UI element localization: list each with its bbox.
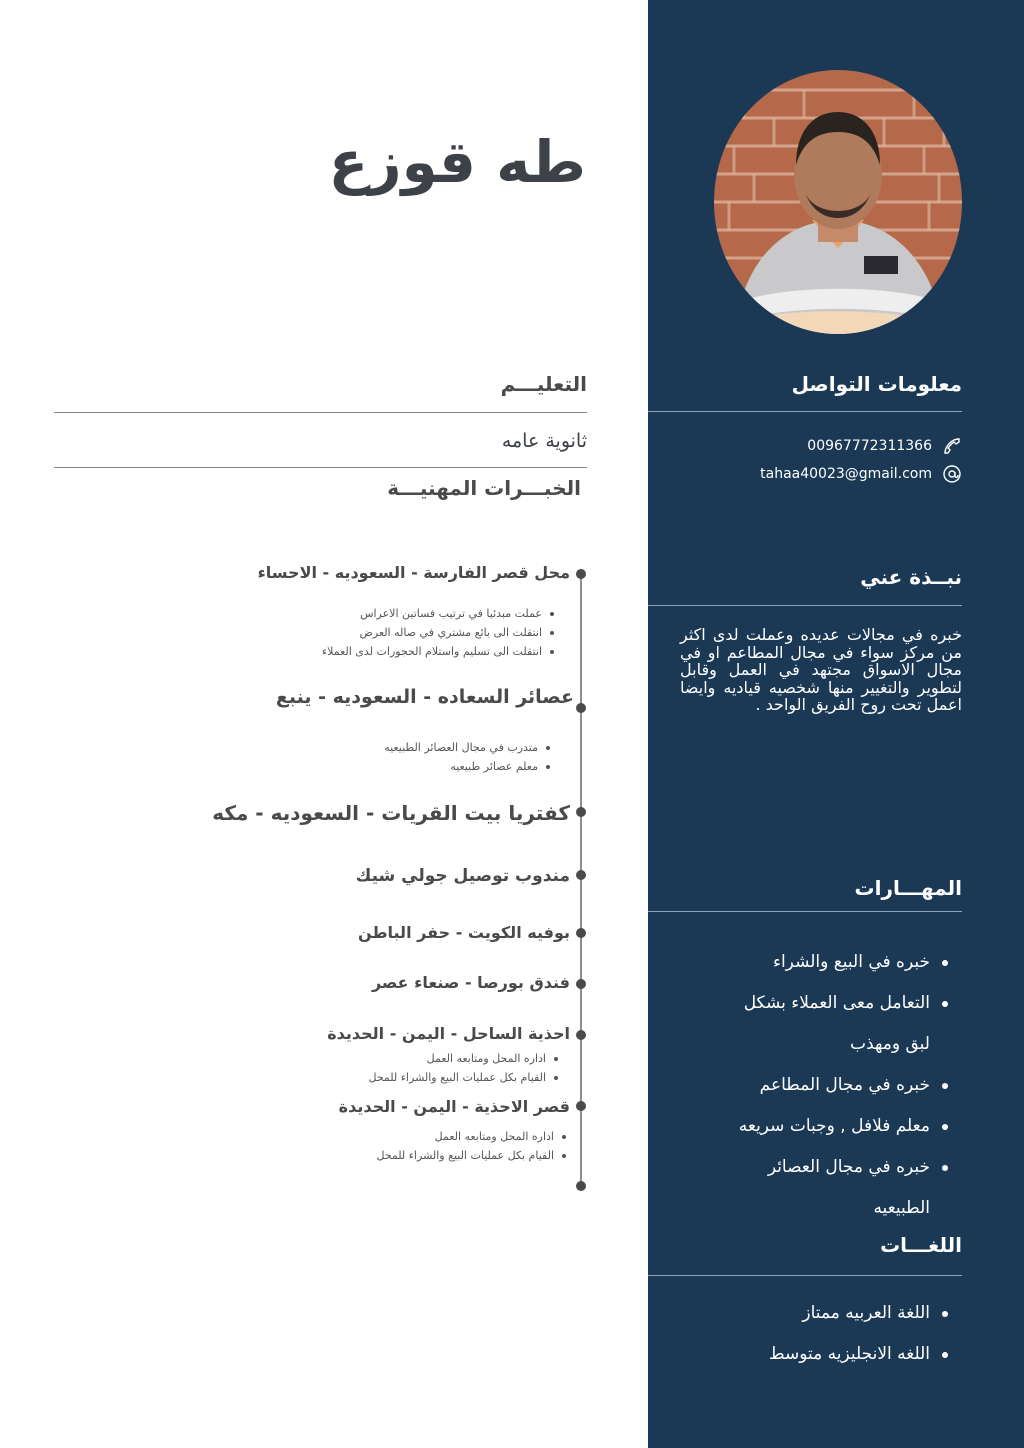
experience-timeline	[580, 574, 582, 1186]
job-title: احذية الساحل - اليمن - الحديدة	[327, 1024, 570, 1043]
about-divider	[648, 605, 962, 606]
skill-item: خبره في مجال العصائر	[739, 1147, 962, 1188]
at-icon	[942, 464, 962, 484]
skill-item: معلم فلافل , وجبات سريعه	[739, 1106, 962, 1147]
skill-item-continued: لبق ومهذب	[850, 1034, 930, 1054]
job-detail-item: معلم عصائر طبيعيه	[384, 757, 552, 776]
skills-list	[739, 942, 962, 1229]
phone-icon	[942, 436, 962, 456]
contact-section-title: معلومات التواصل	[791, 372, 962, 396]
job-title: فندق بورصا - صنعاء عصر	[371, 973, 570, 992]
languages-list	[769, 1293, 962, 1375]
experience-section-title: الخبـــرات المهنيـــة	[387, 476, 581, 500]
email-address: tahaa40023@gmail.com	[760, 466, 932, 482]
about-text: خبره في مجالات عديده وعملت لدى اكثر من مركز سواء في مجال المطاعم او في مجال الاسواق مجتهد في العمل وقابل لتطوير والتغيير منها شخصيه قياديه وايضا اعمل تحت روح الفريق الواحد .	[680, 625, 962, 714]
languages-divider	[648, 1275, 962, 1276]
job-detail-item: اداره المحل ومتابعه العمل	[368, 1049, 560, 1068]
skill-item: خبره في مجال المطاعم	[739, 1065, 962, 1106]
job-detail-item: انتقلت الى بائع مشتري في صاله العرض	[322, 623, 556, 642]
timeline-dot	[576, 807, 586, 817]
contact-phone[interactable]	[807, 436, 962, 456]
job-detail-item: القيام بكل عمليات البيع والشراء للمحل	[368, 1068, 560, 1087]
job-detail-item: القيام بكل عمليات البيع والشراء للمحل	[376, 1146, 568, 1165]
education-divider-top	[54, 412, 587, 413]
contact-divider	[648, 411, 962, 412]
person-name: طه قوزع	[328, 128, 586, 196]
education-degree: ثانوية عامه	[501, 430, 587, 452]
skills-divider	[648, 911, 962, 912]
skill-item: خبره في البيع والشراء	[739, 942, 962, 983]
phone-number: 00967772311366	[807, 438, 932, 454]
language-item: اللغة العربيه ممتاز	[769, 1293, 962, 1334]
job-detail-item: عملت مبدئيا في ترتيب فساتين الاعراس	[322, 604, 556, 623]
contact-email[interactable]	[760, 464, 962, 484]
job-details	[368, 1049, 560, 1087]
job-detail-item: متدرب في مجال العصائر الطبيعيه	[384, 738, 552, 757]
job-title: كفتريا بيت القريات - السعوديه - مكه	[212, 801, 570, 825]
job-title: عصائر السعاده - السعوديه - ينبع	[275, 686, 574, 708]
job-details	[376, 1127, 568, 1165]
timeline-dot	[576, 928, 586, 938]
timeline-dot	[576, 1030, 586, 1040]
timeline-dot	[576, 979, 586, 989]
timeline-dot	[576, 1181, 586, 1191]
job-detail-item: انتقلت الى تسليم واستلام الحجورات لدى العملاء	[322, 642, 556, 661]
skills-section-title: المهـــارات	[854, 876, 962, 900]
profile-photo	[714, 70, 962, 334]
job-title: محل قصر الفارسة - السعوديه - الاحساء	[257, 563, 570, 582]
language-item: اللغه الانجليزيه متوسط	[769, 1334, 962, 1375]
timeline-dot	[576, 703, 586, 713]
timeline-dot	[576, 870, 586, 880]
skill-item: التعامل معى العملاء بشكل	[739, 983, 962, 1024]
job-details	[322, 604, 556, 661]
languages-section-title: اللغـــات	[880, 1233, 962, 1257]
timeline-dot	[576, 1101, 586, 1111]
education-divider-bottom	[54, 467, 587, 468]
skill-item-continued: الطبيعيه	[873, 1198, 930, 1218]
timeline-dot	[576, 569, 586, 579]
job-detail-item: اداره المحل ومتابعه العمل	[376, 1127, 568, 1146]
job-title: بوفيه الكويت - حفر الباطن	[358, 923, 570, 942]
about-section-title: نبــذة عني	[860, 565, 962, 589]
job-details	[384, 738, 552, 776]
job-title: قصر الاحذية - اليمن - الحديدة	[338, 1097, 570, 1116]
job-title: مندوب توصيل جولي شيك	[355, 866, 570, 886]
education-section-title: التعليـــم	[500, 372, 587, 396]
